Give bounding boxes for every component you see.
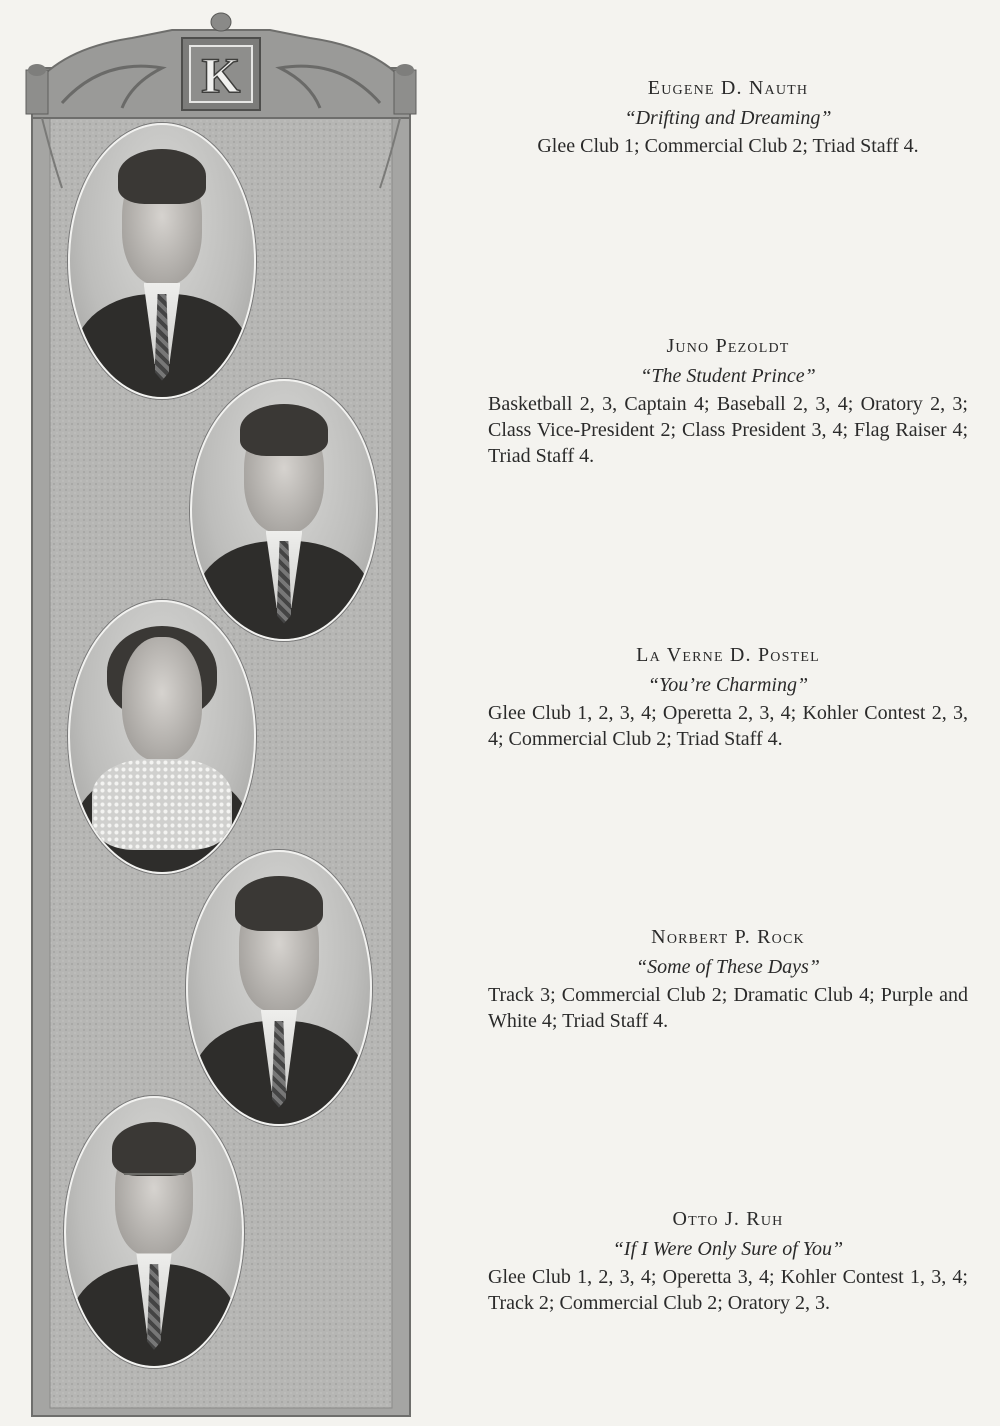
senior-entry [488, 922, 968, 1034]
banner-letter: K [201, 47, 241, 103]
student-activities: Glee Club 1, 2, 3, 4; Operetta 3, 4; Kohler Contest 1, 3, 4; Track 2; Commercial Club 2; Oratory 2, 3. [488, 1266, 968, 1314]
senior-entry [488, 331, 968, 469]
senior-entry [488, 73, 968, 159]
portrait-otto-ruh [64, 1096, 244, 1368]
student-activities: Glee Club 1, 2, 3, 4; Operetta 2, 3, 4; Kohler Contest 2, 3, 4; Commercial Club 2; Triad Staff 4. [488, 702, 968, 750]
student-quote: “If I Were Only Sure of You” [612, 1238, 844, 1260]
student-name: La Verne D. Postel [636, 644, 820, 666]
student-name: Otto J. Ruh [672, 1208, 784, 1230]
portrait-norbert-rock [186, 850, 372, 1126]
student-quote: “You’re Charming” [647, 674, 809, 696]
portrait-juno-pezoldt [190, 379, 378, 641]
portrait-panel [22, 8, 420, 1418]
student-quote: “Drifting and Dreaming” [624, 107, 832, 129]
portrait-la-verne-postel [68, 600, 256, 874]
student-activities: Basketball 2, 3, Captain 4; Baseball 2, 3, 4; Oratory 2, 3; Class Vice-President 2; Class President 3, 4; Flag Raiser 4; Triad Staff 4. [488, 393, 968, 467]
student-quote: “The Student Prince” [640, 365, 816, 387]
portrait-eugene-nauth [68, 123, 256, 399]
student-activities: Glee Club 1; Commercial Club 2; Triad Staff 4. [537, 135, 919, 157]
student-name: Norbert P. Rock [651, 926, 805, 948]
student-name: Eugene D. Nauth [647, 77, 809, 99]
student-activities: Track 3; Commercial Club 2; Dramatic Club 4; Purple and White 4; Triad Staff 4. [488, 984, 968, 1032]
student-quote: “Some of These Days” [636, 956, 820, 978]
senior-entry [488, 640, 968, 752]
senior-entry [488, 1204, 968, 1316]
student-name: Juno Pezoldt [666, 335, 790, 357]
